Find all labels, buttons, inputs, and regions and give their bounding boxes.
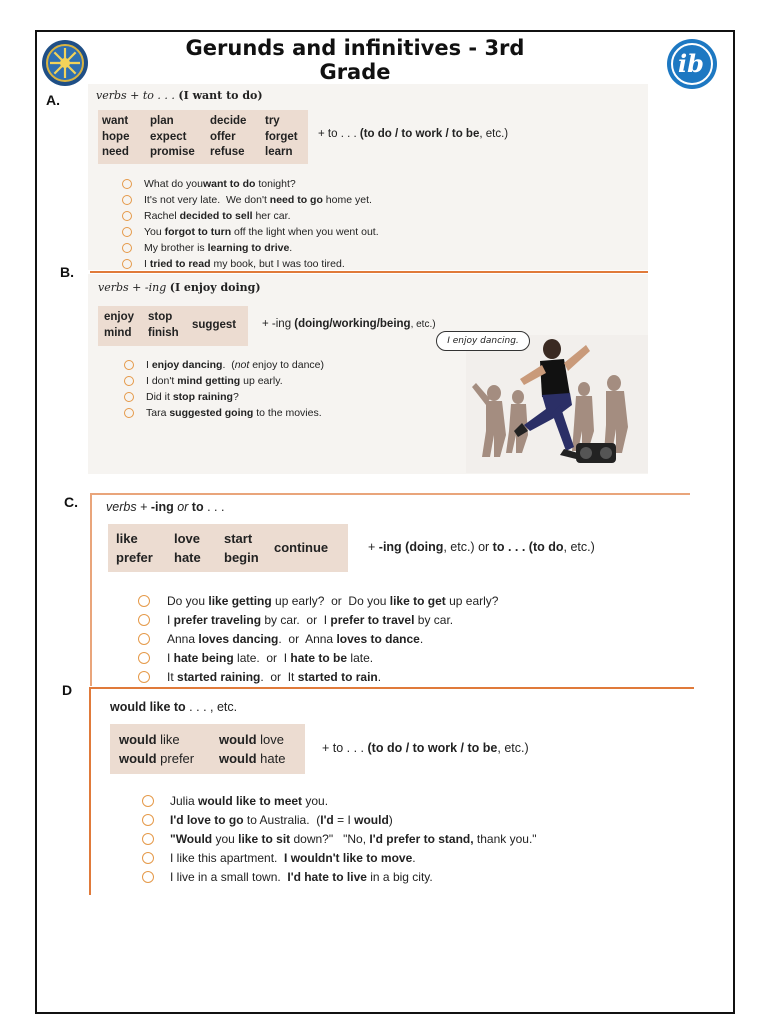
- example-text: ): [388, 812, 393, 827]
- formula-text: + to . . .: [318, 128, 360, 140]
- formula-bold-text: (to do / to work / to be: [367, 741, 498, 755]
- example-bold: like to get: [389, 593, 446, 608]
- example-item: [122, 224, 379, 240]
- example-text: .: [412, 850, 416, 865]
- circle-bullet-icon: [124, 392, 134, 402]
- example-bold: enjoy dancing: [151, 359, 223, 371]
- verb: expect: [150, 130, 187, 143]
- example-bold: prefer to travel: [330, 612, 415, 627]
- example-item: [122, 208, 379, 224]
- heading-text: verbs + to . . .: [96, 89, 179, 102]
- example-text: Anna: [167, 631, 199, 646]
- section-c-letter: C.: [64, 494, 78, 510]
- heading-bold-text: -ing: [150, 500, 174, 514]
- circle-bullet-icon: [142, 871, 154, 883]
- heading-text: verbs + -ing: [98, 281, 170, 294]
- example-text: .: [289, 242, 293, 254]
- circle-bullet-icon: [124, 408, 134, 418]
- example-text: ?: [232, 391, 239, 403]
- example-item: [122, 176, 379, 192]
- verb: suggest: [192, 319, 237, 332]
- verb-phrase: [219, 749, 314, 768]
- verb-text: prefer: [156, 751, 195, 766]
- section-d-side-rule: [89, 687, 91, 895]
- example-bold: I'd love to go: [170, 812, 244, 827]
- ib-logo-icon: [666, 38, 718, 90]
- example-bold: "Would: [170, 831, 213, 846]
- verb-bold: would: [219, 751, 257, 766]
- section-d-heading: [110, 700, 237, 714]
- example-bold: I'd: [320, 812, 334, 827]
- verb: plan: [150, 115, 174, 127]
- example-bold: I'd hate to live: [287, 869, 367, 884]
- formula-bold-text: (doing/working/being: [294, 318, 411, 330]
- dancer-icon: [466, 335, 648, 473]
- example-item: [142, 848, 537, 867]
- example-item: [124, 373, 324, 389]
- example-text: up early.: [240, 375, 283, 387]
- example-item: [138, 629, 498, 648]
- example-italic: not: [234, 359, 250, 371]
- section-c-examples: [138, 591, 498, 686]
- section-a-examples: [122, 176, 379, 272]
- example-bold: tried to read: [149, 258, 211, 270]
- verb-bold: would: [219, 732, 257, 747]
- example-text: to the movies.: [253, 407, 322, 419]
- example-text: Tara: [146, 407, 170, 419]
- verb-phrase: [219, 730, 314, 749]
- section-d-formula: [322, 741, 529, 755]
- circle-bullet-icon: [122, 211, 132, 221]
- example-text: I live in a small town.: [170, 869, 288, 884]
- verb: start: [224, 530, 253, 546]
- example-item: [124, 405, 324, 421]
- verb: like: [116, 530, 138, 546]
- section-b-divider: [90, 271, 648, 273]
- example-bold: started to rain: [297, 669, 378, 684]
- verb: hope: [102, 130, 130, 143]
- example-text: I don't: [146, 375, 178, 387]
- verb-text: hate: [256, 751, 286, 766]
- example-bold: mind getting: [177, 375, 241, 387]
- verb: refuse: [210, 146, 245, 158]
- section-d-divider: [90, 687, 694, 689]
- heading-text: verbs +: [106, 500, 151, 514]
- example-item: [142, 867, 537, 886]
- example-item: [138, 591, 498, 610]
- example-bold: hate to be: [290, 650, 348, 665]
- circle-bullet-icon: [124, 376, 134, 386]
- formula-text: , etc.) or: [443, 540, 493, 554]
- circle-bullet-icon: [138, 633, 150, 645]
- verb-text: love: [256, 732, 285, 747]
- example-bold: stop raining: [172, 391, 233, 403]
- example-text: I: [167, 650, 174, 665]
- verb: need: [102, 146, 129, 158]
- verb: love: [174, 530, 201, 546]
- section-d-verb-box: [110, 724, 305, 774]
- example-text: home yet.: [322, 194, 372, 206]
- verb: decide: [210, 115, 247, 127]
- heading-text: . . .: [203, 500, 225, 514]
- verb: offer: [210, 130, 236, 143]
- verb: prefer: [116, 549, 153, 565]
- section-b-examples: [124, 357, 324, 421]
- section-c-formula: [368, 540, 595, 554]
- formula-text: +: [368, 540, 379, 554]
- verb: learn: [265, 146, 293, 158]
- example-bold: decided to sell: [179, 210, 253, 222]
- circle-bullet-icon: [124, 360, 134, 370]
- example-text: enjoy to dance): [249, 359, 325, 371]
- heading-bold-text: (I want to do): [178, 89, 263, 102]
- circle-bullet-icon: [122, 243, 132, 253]
- example-text: by car. or I: [261, 612, 331, 627]
- circle-bullet-icon: [142, 833, 154, 845]
- page-title: Gerunds and infinitives - 3rd Grade: [185, 36, 525, 84]
- example-bold: like getting: [208, 593, 272, 608]
- example-text: .: [377, 669, 382, 684]
- section-b-verb-box: [98, 306, 248, 346]
- example-text: Did it: [146, 391, 173, 403]
- example-bold: started raining: [177, 669, 261, 684]
- example-bold: forgot to turn: [164, 226, 232, 238]
- verb-phrase: [119, 749, 219, 768]
- example-item: [138, 610, 498, 629]
- example-item: [142, 810, 537, 829]
- circle-bullet-icon: [122, 259, 132, 269]
- example-text: Julia: [170, 793, 199, 808]
- verb-bold: would: [119, 751, 157, 766]
- example-text: off the light when you went out.: [231, 226, 379, 238]
- section-c-heading: [106, 500, 224, 514]
- circle-bullet-icon: [138, 595, 150, 607]
- example-bold: prefer traveling: [173, 612, 262, 627]
- heading-bold-text: to: [191, 500, 204, 514]
- verb: forget: [265, 130, 298, 143]
- section-b-heading: [98, 281, 261, 294]
- example-text: late. or I: [233, 650, 291, 665]
- verb: enjoy: [104, 311, 135, 324]
- circle-bullet-icon: [122, 227, 132, 237]
- circle-bullet-icon: [142, 852, 154, 864]
- example-text: you.: [302, 793, 329, 808]
- example-bold: I'd prefer to stand,: [369, 831, 474, 846]
- verb: continue: [274, 540, 329, 555]
- example-text: my book, but I was too tired.: [210, 258, 345, 270]
- dancing-illustration: [466, 335, 648, 473]
- example-bold: want to do: [202, 178, 256, 190]
- example-item: [124, 389, 324, 405]
- heading-bold-text: (I enjoy doing): [169, 281, 261, 294]
- example-text: . or It: [260, 669, 298, 684]
- example-text: What do you: [144, 178, 203, 190]
- example-text: I: [144, 258, 150, 270]
- heading-text: or: [173, 500, 192, 514]
- example-text: in a big city.: [366, 869, 433, 884]
- example-item: [122, 256, 379, 272]
- verb: promise: [150, 146, 195, 158]
- formula-text: , etc.): [479, 128, 509, 140]
- example-bold: loves to dance: [336, 631, 420, 646]
- example-bold: hate being: [173, 650, 234, 665]
- section-d-letter: D: [62, 682, 73, 698]
- ib-logo-text: ib: [678, 49, 704, 78]
- example-text: I: [167, 612, 174, 627]
- circle-bullet-icon: [142, 814, 154, 826]
- section-c-verb-box: [108, 524, 348, 572]
- example-text: up early?: [445, 593, 499, 608]
- formula-text: + -ing: [262, 318, 295, 330]
- verb-text: like: [156, 732, 180, 747]
- verb: stop: [148, 311, 173, 324]
- verb-bold: would: [119, 732, 157, 747]
- section-c-side-rule: [90, 493, 92, 686]
- circle-bullet-icon: [138, 671, 150, 683]
- example-bold: would: [354, 812, 389, 827]
- example-item: [142, 829, 537, 848]
- section-a-verb-box: [98, 110, 308, 164]
- formula-text: , etc.): [410, 319, 436, 330]
- example-text: .: [419, 631, 424, 646]
- example-bold: loves dancing: [198, 631, 279, 646]
- example-item: [124, 357, 324, 373]
- section-c-divider: [90, 493, 690, 495]
- example-text: up early? or Do you: [271, 593, 390, 608]
- example-text: My brother is: [144, 242, 208, 254]
- verb: hate: [174, 549, 201, 565]
- example-text: . (: [222, 359, 235, 371]
- section-a-formula: [318, 128, 508, 140]
- example-text: I: [146, 359, 152, 371]
- verb-phrase: [119, 730, 219, 749]
- section-b-letter: B.: [60, 264, 74, 280]
- example-bold: suggested going: [169, 407, 254, 419]
- verb: begin: [224, 549, 259, 565]
- example-item: [138, 648, 498, 667]
- verb: want: [102, 115, 129, 127]
- verb: mind: [104, 327, 132, 340]
- section-a-letter: A.: [46, 92, 60, 108]
- example-text: It: [167, 669, 178, 684]
- example-item: [142, 791, 537, 810]
- circle-bullet-icon: [142, 795, 154, 807]
- example-bold: like to sit: [238, 831, 291, 846]
- formula-text: , etc.): [563, 540, 595, 554]
- example-text: down?" "No,: [290, 831, 370, 846]
- circle-bullet-icon: [122, 179, 132, 189]
- circle-bullet-icon: [138, 652, 150, 664]
- example-item: [138, 667, 498, 686]
- formula-text: + to . . .: [322, 741, 368, 755]
- section-d-examples: [142, 791, 537, 886]
- seal-icon: [41, 39, 89, 87]
- section-a-heading: [96, 89, 263, 102]
- formula-text: , etc.): [497, 741, 529, 755]
- example-text: to Australia. (: [243, 812, 321, 827]
- example-text: you: [212, 831, 239, 846]
- section-b-formula: [262, 318, 436, 330]
- example-bold: would like to meet: [198, 793, 303, 808]
- formula-bold-text: -ing (doing: [378, 540, 444, 554]
- example-bold: learning to drive: [207, 242, 290, 254]
- example-text: It's not very late. We don't: [144, 194, 270, 206]
- example-text: tonight?: [255, 178, 296, 190]
- example-bold: I wouldn't like to move: [284, 850, 413, 865]
- example-text: Rachel: [144, 210, 180, 222]
- example-item: [122, 192, 379, 208]
- example-text: . or Anna: [278, 631, 337, 646]
- example-text: I like this apartment.: [170, 850, 285, 865]
- heading-bold-text: would like to: [110, 700, 186, 714]
- example-text: You: [144, 226, 165, 238]
- formula-bold-text: to . . . (to do: [492, 540, 564, 554]
- example-text: by car.: [414, 612, 454, 627]
- verb: finish: [148, 327, 179, 340]
- example-text: her car.: [252, 210, 291, 222]
- example-text: = I: [333, 812, 355, 827]
- verb: try: [265, 115, 280, 127]
- example-bold: need to go: [269, 194, 323, 206]
- circle-bullet-icon: [122, 195, 132, 205]
- heading-text: . . . , etc.: [185, 700, 238, 714]
- example-text: thank you.": [473, 831, 537, 846]
- formula-bold-text: (to do / to work / to be: [359, 128, 480, 140]
- speech-bubble: I enjoy dancing.: [436, 331, 530, 351]
- example-text: late.: [347, 650, 374, 665]
- circle-bullet-icon: [138, 614, 150, 626]
- example-text: Do you: [167, 593, 209, 608]
- example-item: [122, 240, 379, 256]
